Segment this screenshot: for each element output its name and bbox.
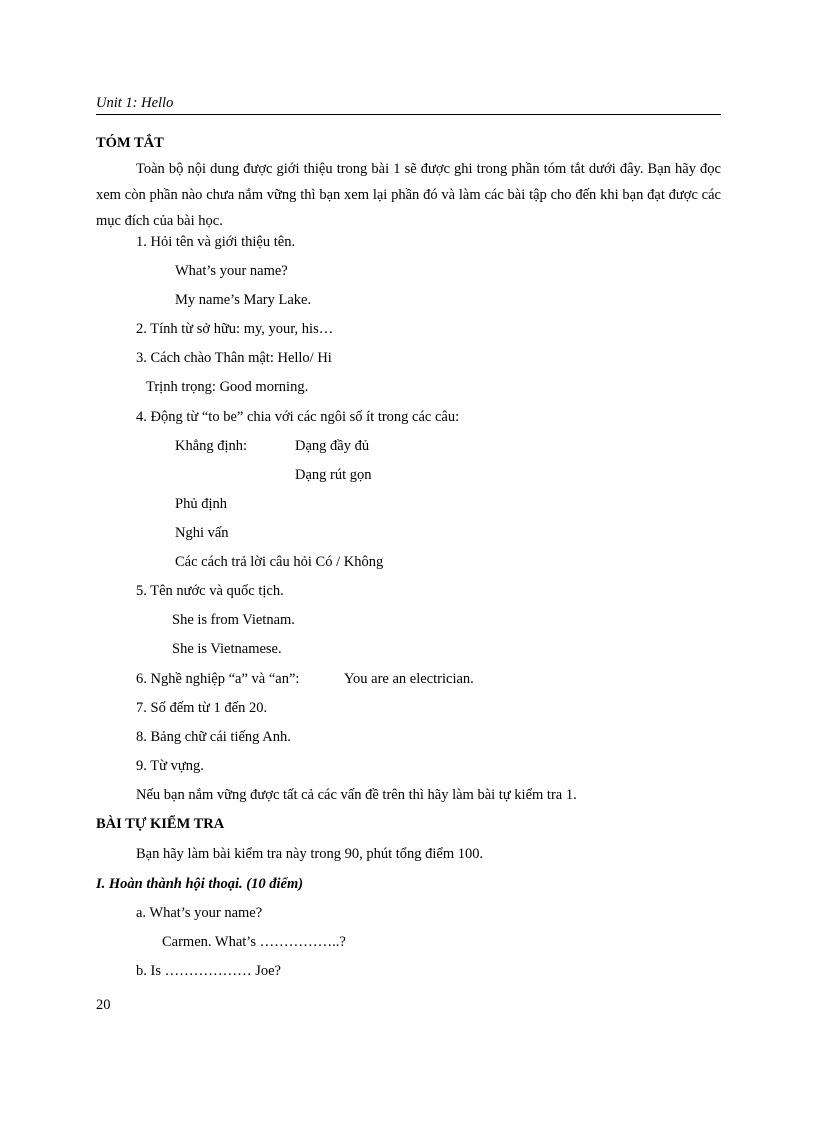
list-item-9: 9. Từ vựng. (136, 758, 204, 774)
question-b: b. Is ……………… Joe? (136, 963, 281, 979)
list-item-5: 5. Tên nước và quốc tịch. (136, 583, 284, 599)
interrogative-label: Nghi vấn (175, 525, 229, 541)
short-form-label: Dạng rút gọn (295, 467, 372, 483)
affirmative-label: Khẳng định: (175, 438, 248, 454)
list-item-6: 6. Nghề nghiệp “a” và “an”: (136, 671, 300, 687)
example-question: What’s your name? (175, 263, 288, 279)
running-header: Unit 1: Hello (96, 95, 174, 111)
formal-greeting: Trịnh trọng: Good morning. (146, 379, 309, 395)
section-1-title: I. Hoàn thành hội thoại. (10 điểm) (96, 876, 304, 892)
example-answer: My name’s Mary Lake. (175, 292, 312, 308)
summary-closing: Nếu bạn nắm vững được tất cả các vấn đề trên thì hãy làm bài tự kiểm tra 1. (136, 787, 577, 803)
nationality-example: She is Vietnamese. (172, 641, 282, 657)
negative-label: Phủ định (175, 496, 227, 512)
occupation-example: You are an electrician. (344, 671, 474, 687)
list-item-4: 4. Động từ “to be” chia với các ngôi số ít trong các câu: (136, 409, 460, 425)
list-item-7: 7. Số đếm từ 1 đến 20. (136, 700, 268, 716)
full-form-label: Dạng đầy đủ (295, 438, 370, 454)
list-item-2: 2. Tính từ sở hữu: my, your, his… (136, 321, 334, 337)
summary-intro-paragraph: Toàn bộ nội dung được giới thiệu trong bài 1 sẽ được ghi trong phần tóm tắt dưới đây. Bạn hãy đọc xem còn phần nào chưa nắm vững thì bạn xem lại phần đó và làm các bài tập cho đến khi bạn đạt được các mục đích của bài học. (96, 161, 721, 229)
list-item-8: 8. Bảng chữ cái tiếng Anh. (136, 729, 291, 745)
test-heading: BÀI TỰ KIỂM TRA (96, 816, 225, 832)
summary-heading: TÓM TẮT (96, 135, 164, 151)
test-intro: Bạn hãy làm bài kiểm tra này trong 90, phút tổng điểm 100. (136, 846, 484, 862)
list-item-3: 3. Cách chào Thân mật: Hello/ Hi (136, 350, 332, 366)
list-item-1: 1. Hỏi tên và giới thiệu tên. (136, 234, 296, 250)
page-number: 20 (96, 997, 111, 1013)
question-a: a. What’s your name? (136, 905, 263, 921)
country-example: She is from Vietnam. (172, 612, 295, 628)
header-divider (96, 114, 721, 115)
question-a-answer: Carmen. What’s ……………..? (162, 934, 346, 950)
yes-no-answers-label: Các cách trả lời câu hỏi Có / Không (175, 554, 384, 570)
